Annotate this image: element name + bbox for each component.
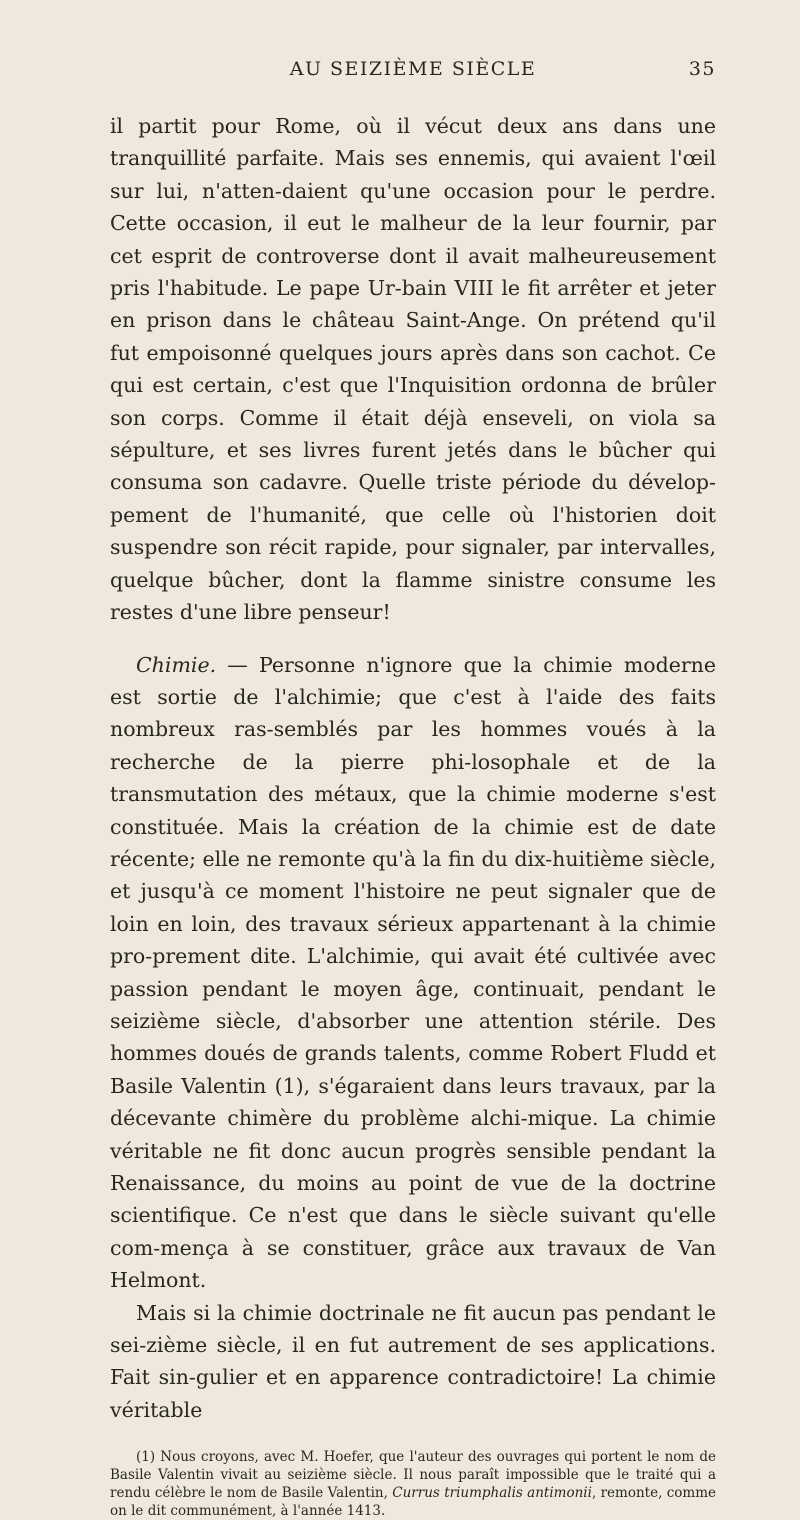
paragraph-applications: Mais si la chimie doctrinale ne fit aucun pas pendant le sei-zième siècle, il en fut autrement de ses applications. Fait sin-gulier et en apparence contradictoire! La chimie véritable	[110, 1300, 716, 1422]
running-title: AU SEIZIÈME SIÈCLE	[289, 58, 537, 80]
paragraph-chimie-text: — Personne n'ignore que la chimie moderne est sortie de l'alchimie; que c'est à l'aide des faits nombreux ras-semblés par les hommes voués à la recherche de la pierre phi-losophale et de la transmutation des métaux, que la chimie moderne s'est constituée. Mais la création de la chimie est de date récente; elle ne remonte qu'à la fin du dix-huitième siècle, et jusqu'à ce moment l'histoire ne peut signaler que de loin en loin, des travaux sérieux appartenant à la chimie pro-prement dite. L'alchimie, qui avait été cultivée avec passion pendant le moyen âge, continuait, pendant le seizième siècle, d'absorber une attention stérile. Des hommes doués de grands talents, comme Robert Fludd et Basile Valentin (1), s'égaraient dans leurs travaux, par la décevante chimère du problème alchi-mique. La chimie véritable ne fit donc aucun progrès sensible pendant la Renaissance, du moins au point de vue de la doctrine scientifique. Ce n'est que dans le siècle suivant qu'elle com-mença à se constituer, grâce aux travaux de Van Helmont.	[110, 652, 716, 1293]
footnote-work-title: Currus triumphalis antimonii	[392, 1485, 592, 1502]
paragraph-chimie	[110, 649, 716, 1297]
section-title: Chimie.	[136, 652, 217, 677]
body-text	[110, 110, 716, 1426]
footnote-text-end: , remonte, comme on le dit communément, à l'année 1413.	[110, 1485, 716, 1520]
footnote	[110, 1448, 716, 1520]
paragraph-continuation: il partit pour Rome, où il vécut deux ans dans une tranquillité parfaite. Mais ses ennemis, qui avaient l'œil sur lui, n'atten-daient qu'une occasion pour le perdre. Cette occasion, il eut le malheur de la leur fournir, par cet esprit de controverse dont il avait malheureusement pris l'habitude. Le pape Ur-bain VIII le fit arrêter et jeter en prison dans le château Saint-Ange. On prétend qu'il fut empoisonné quelques jours après dans son cachot. Ce qui est certain, c'est que l'Inquisition ordonna de brûler son corps. Comme il était déjà enseveli, on viola sa sépulture, et ses livres furent jetés dans le bûcher qui consuma son cadavre. Quelle triste période du dévelop-pement de l'humanité, que celle où l'historien doit suspendre son récit rapide, pour signaler, par intervalles, quelque bûcher, dont la flamme sinistre consume les restes d'une libre penseur!	[110, 114, 716, 625]
page-number: 35	[688, 58, 716, 80]
running-head	[110, 58, 716, 88]
footnote-text-start: (1) Nous croyons, avec M. Hoefer, que l'auteur des ouvrages qui portent le nom de Basile Valentin vivait au seizième siècle. Il nous paraît impossible que le traité qui a rendu célèbre le nom de Basile Valentin,	[110, 1449, 716, 1502]
